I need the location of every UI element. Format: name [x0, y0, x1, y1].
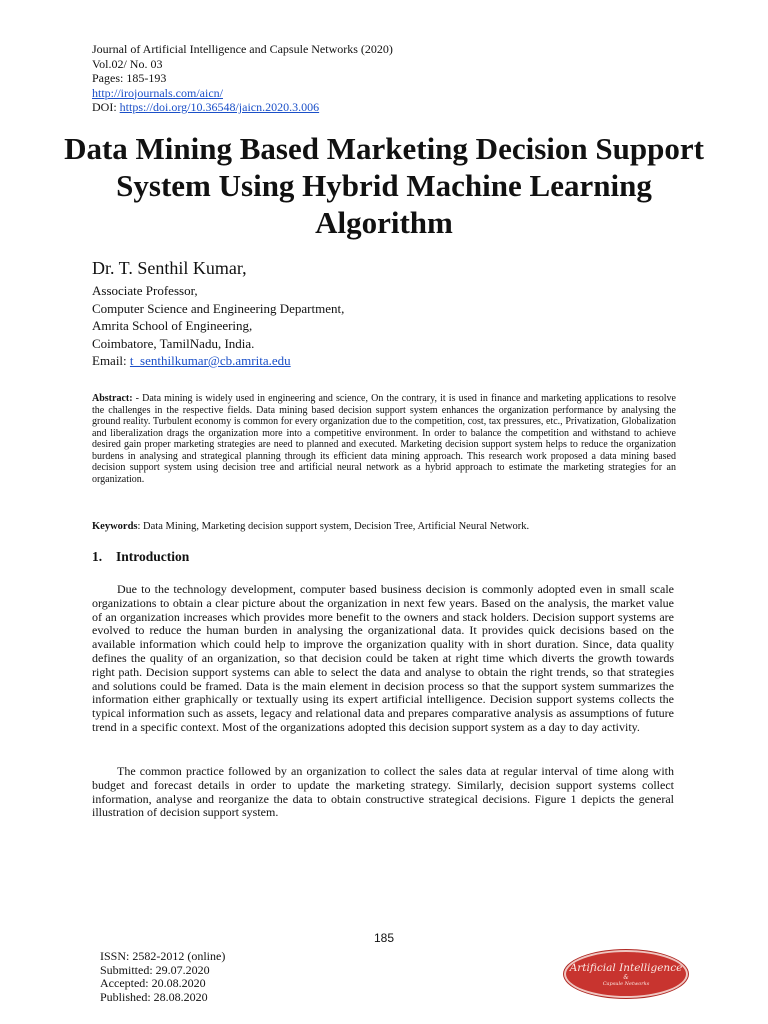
keywords — [92, 521, 676, 532]
section-title: Introduction — [116, 549, 190, 564]
published-date: Published: 28.08.2020 — [100, 989, 208, 1004]
abstract-text: - Data mining is widely used in engineering and science, On the contrary, it is used in finance and marketing applications to resolve the challenges in the respective fields. Data mining based decision support system enhances the organization performance by analysing the ground reality. Turbulent economy is common for every organization due to the competition, cost, tax pressures, etc., Privatization, Globalization and liberalization drags the organization more into a competitive environment. In order to balance the competition and withstand to achieve desired gain proper marketing strategies are need to planned and executed. Marketing decision support system helps to reduce the organization burdens in analysing and strategical planning through its efficient data mining approach. This research work proposed a data mining based decision support system using decision tree and artificial neural network as a hybrid approach to estimate the marketing strategies for an organization. — [92, 393, 676, 485]
intro-paragraph-2: The common practice followed by an organization to collect the sales data at regular interval of time along with budget and forecast details in order to update the marketing strategy. Similarly, decision support systems collect information, analyse and reorganize the data to obtain constructive strategical decisions. Figure 1 depicts the general illustration of decision support system. — [92, 764, 674, 820]
doi-link[interactable]: https://doi.org/10.36548/jaicn.2020.3.006 — [119, 100, 320, 114]
logo-line-2: & — [623, 973, 629, 981]
publication-footer — [100, 950, 225, 1004]
author-position: Associate Professor, — [92, 283, 198, 298]
paper-title: Data Mining Based Marketing Decision Support System Using Hybrid Machine Learning Algorithm — [64, 131, 704, 240]
keywords-text: : Data Mining, Marketing decision support system, Decision Tree, Artificial Neural Network. — [137, 521, 530, 532]
section-number: 1. — [92, 549, 103, 564]
issn: ISSN: 2582-2012 (online) — [100, 949, 226, 963]
author-email-link[interactable]: t_senthilkumar@cb.amrita.edu — [129, 353, 291, 368]
journal-name: Journal of Artificial Intelligence and Capsule Networks (2020) — [92, 42, 393, 56]
journal-volume: Vol.02/ No. 03 — [92, 56, 163, 71]
journal-pages: Pages: 185-193 — [92, 71, 167, 85]
logo-line-1: Artificial Intelligence — [569, 961, 683, 974]
author-affiliation — [92, 282, 344, 370]
page-number: 185 — [373, 931, 395, 945]
journal-url-link[interactable]: http://irojournals.com/aicn/ — [92, 85, 223, 100]
abstract — [92, 393, 676, 485]
author-school: Amrita School of Engineering, — [92, 318, 253, 333]
keywords-label: Keywords — [92, 521, 138, 532]
section-heading — [92, 549, 189, 565]
accepted-date: Accepted: 20.08.2020 — [100, 976, 206, 990]
doi-label: DOI: — [92, 100, 117, 114]
intro-paragraph-1: Due to the technology development, computer based business decision is commonly adopted even in small scale organizations to obtain a clear picture about the organization in next few years. Based on the analysis, the market value of an organization increases which provides more benefit to the owners and stack holders. Decision support systems are evolved to reduce the human burden in analysing the organizational data. It provides quick decisions based on the available information which could help to improve the organization quality with in short duration. Since, data quality defines the quality of an organization, so that decision could be taken at right time which diverts the growth towards right path. Decision support systems can able to select the data and analyse to obtain the right trends, so that strategies and solutions could be framed. Data is the main element in decision process so that the support system summarizes the information either graphically or textually using its expert artificial intelligence. Decision support systems collects the typical information such as assets, legacy and relational data and prepares comparative analysis as assumptions of future trend in a specific context. Most of the organizations adopted this decision support system as a day to day activity. — [92, 582, 674, 734]
email-label: Email: — [92, 353, 127, 368]
author-location: Coimbatore, TamilNadu, India. — [92, 335, 255, 351]
abstract-label: Abstract: — [92, 393, 133, 404]
author-department: Computer Science and Engineering Department, — [92, 300, 345, 316]
journal-header — [92, 42, 393, 115]
author-name: Dr. T. Senthil Kumar, — [92, 258, 247, 278]
submitted-date: Submitted: 29.07.2020 — [100, 962, 210, 977]
journal-logo — [564, 950, 688, 998]
logo-line-3: Capsule Networks — [602, 980, 650, 987]
